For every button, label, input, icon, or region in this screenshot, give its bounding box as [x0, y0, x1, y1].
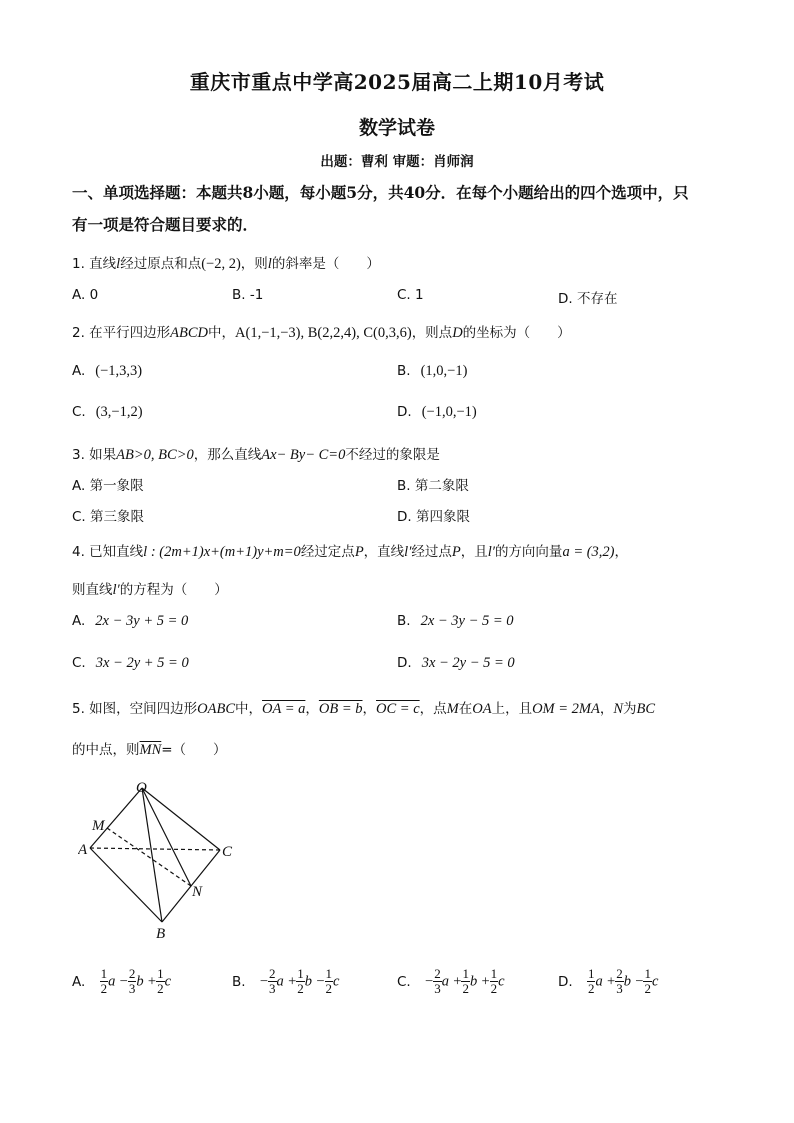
q4-option-b[interactable]: B. 2x − 3y − 5 = 0	[397, 613, 514, 629]
q3-option-b[interactable]: B. 第二象限	[397, 478, 469, 494]
q1-option-b[interactable]: B. -1	[232, 287, 264, 303]
fraction: $\frac{1}{2}$	[587, 966, 595, 996]
fraction: $\frac{1}{2}$	[644, 966, 651, 996]
question-5-line2: 的中点，则$\overline{MN}=$（ ）	[72, 742, 227, 758]
question-1: 1. 直线l经过原点和点(−2, 2)，则l的斜率是（ ）	[72, 256, 380, 272]
section-heading-line2: 有一项是符合题目要求的．	[72, 215, 259, 234]
edge-oc	[142, 788, 220, 850]
authors-line: 出题：曹利 审题：肖师润	[320, 154, 474, 170]
q4-option-d[interactable]: D. 3x − 2y − 5 = 0	[397, 655, 515, 671]
q4-option-a[interactable]: A. 2x − 3y + 5 = 0	[72, 613, 189, 629]
q5-option-b[interactable]: B. − $\frac{2}{3}$ a + $\frac{1}{2}$ b − $\frac{1}{2}$ c	[232, 966, 340, 996]
fraction: $\frac{1}{2}$	[490, 966, 498, 996]
q5-option-d[interactable]: D. $\frac{1}{2}$ a + $\frac{2}{3}$ b − $\frac{1}{2}$ c	[558, 966, 659, 996]
q1-option-c[interactable]: C. 1	[397, 287, 424, 303]
edge-ac-hidden	[90, 848, 220, 850]
label-c: C	[222, 844, 233, 860]
q3-option-a[interactable]: A. 第一象限	[72, 478, 144, 494]
q2-option-d[interactable]: D. (−1,0,−1)	[397, 404, 477, 420]
question-2: 2. 在平行四边形ABCD中，A(1,−1,−3), B(2,2,4), C(0,3,6)，则点D的坐标为（ ）	[72, 325, 571, 341]
q4-option-c[interactable]: C. 3x − 2y + 5 = 0	[72, 655, 189, 671]
exam-title: 重庆市重点中学高2025届高二上期10月考试	[189, 70, 605, 94]
fraction: $\frac{1}{2}$	[297, 966, 304, 996]
question-3: 3. 如果AB>0, BC>0，那么直线Ax− By− C=0不经过的象限是	[72, 447, 440, 463]
label-a: A	[78, 842, 88, 858]
fraction: $\frac{1}{2}$	[157, 966, 164, 996]
question-5-line1: 5. 如图，空间四边形OABC中，OA = a，OB = b，OC = c，点M在OA上，且OM = 2MA，N为BC	[72, 701, 656, 717]
edge-ab	[90, 848, 162, 922]
q5-option-a[interactable]: A. $\frac{1}{2}$ a − $\frac{2}{3}$ b + $\frac{1}{2}$ c	[72, 966, 171, 996]
section-heading-line1: 一、单项选择题：本题共8小题，每小题5分，共40分．在每个小题给出的四个选项中，只	[72, 183, 689, 202]
q3-option-c[interactable]: C. 第三象限	[72, 509, 145, 525]
q2-option-b[interactable]: B. (1,0,−1)	[397, 363, 468, 379]
label-o: O	[136, 780, 147, 796]
question-4-line1: 4. 已知直线l : (2m+1)x+(m+1)y+m=0经过定点P，直线l′经过点P，且l′的方向向量a = (3,2)，	[72, 544, 629, 560]
q1-option-d[interactable]: D. 不存在	[558, 291, 618, 307]
fraction: $\frac{1}{2}$	[462, 966, 469, 996]
subject-title: 数学试卷	[358, 117, 435, 139]
tetrahedron-figure	[78, 778, 248, 943]
question-4-line2: 则直线l′的方程为（ ）	[72, 582, 228, 598]
fraction: $\frac{2}{3}$	[269, 966, 276, 996]
q5-option-c[interactable]: C. − $\frac{2}{3}$ a + $\frac{1}{2}$ b + $\frac{1}{2}$ c	[397, 966, 505, 996]
label-m: M	[92, 818, 105, 834]
fraction: $\frac{2}{3}$	[434, 966, 441, 996]
fraction: $\frac{2}{3}$	[128, 966, 136, 996]
section-heading	[72, 177, 724, 241]
label-b: B	[156, 926, 166, 942]
fraction: $\frac{2}{3}$	[616, 966, 623, 996]
label-n: N	[192, 884, 203, 900]
fraction: $\frac{1}{2}$	[100, 966, 108, 996]
fraction: $\frac{1}{2}$	[325, 966, 333, 996]
q1-option-a[interactable]: A. 0	[72, 287, 99, 303]
q2-option-c[interactable]: C. (3,−1,2)	[72, 404, 143, 420]
q2-option-a[interactable]: A. (−1,3,3)	[72, 363, 143, 379]
q3-option-d[interactable]: D. 第四象限	[397, 509, 470, 525]
